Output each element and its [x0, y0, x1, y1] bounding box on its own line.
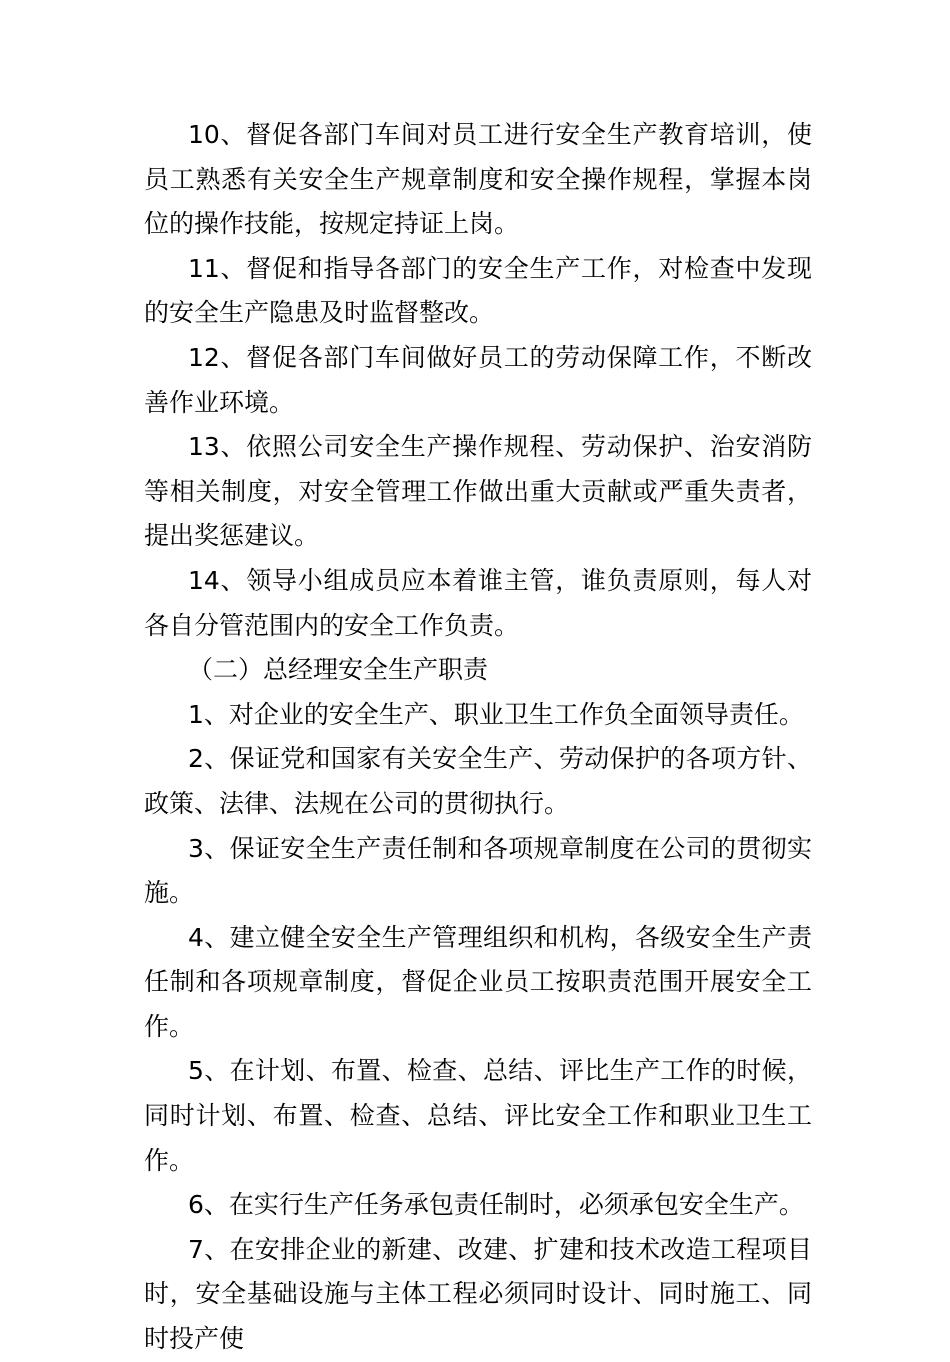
paragraph-item-1: 1、对企业的安全生产、职业卫生工作负全面领导责任。 [188, 699, 804, 729]
paragraph-item-7: 7、在安排企业的新建、改建、扩建和技术改造工程项目时，安全基础设施与主体工程必须同时设计、同时施工、同时投产使 [144, 1234, 812, 1354]
paragraph-item-3: 3、保证安全生产责任制和各项规章制度在公司的贯彻实施。 [144, 833, 812, 908]
paragraph-item-12: 12、督促各部门车间做好员工的劳动保障工作，不断改善作业环境。 [144, 342, 812, 417]
paragraph-item-14: 14、领导小组成员应本着谁主管，谁负责原则，每人对各自分管范围内的安全工作负责。 [144, 565, 812, 640]
section-heading: （二）总经理安全生产职责 [188, 655, 489, 685]
paragraph-item-2: 2、保证党和国家有关安全生产、劳动保护的各项方针、政策、法律、法规在公司的贯彻执行。 [144, 744, 812, 818]
document-body [144, 113, 812, 1362]
paragraph-item-5: 5、在计划、布置、检查、总结、评比生产工作的时候，同时计划、布置、检查、总结、评比安全工作和职业卫生工作。 [144, 1056, 812, 1175]
paragraph-item-6: 6、在实行生产任务承包责任制时，必须承包安全生产。 [188, 1190, 804, 1220]
paragraph-item-10: 10、督促各部门车间对员工进行安全生产教育培训，使员工熟悉有关安全生产规章制度和安全操作规程，掌握本岗位的操作技能，按规定持证上岗。 [144, 120, 812, 239]
paragraph-item-4: 4、建立健全安全生产管理组织和机构，各级安全生产责任制和各项规章制度，督促企业员工按职责范围开展安全工作。 [144, 922, 812, 1041]
paragraph-item-13: 13、依照公司安全生产操作规程、劳动保护、治安消防等相关制度，对安全管理工作做出重大贡献或严重失责者，提出奖惩建议。 [144, 432, 812, 551]
paragraph-item-11: 11、督促和指导各部门的安全生产工作，对检查中发现的安全生产隐患及时监督整改。 [144, 253, 812, 328]
